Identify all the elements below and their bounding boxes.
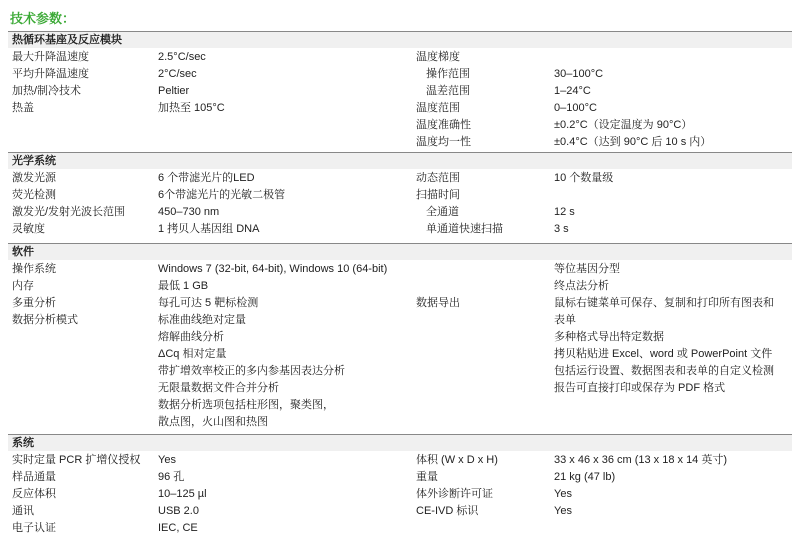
spec-value: 3 s	[554, 223, 569, 235]
spec-label: 多重分析	[12, 297, 56, 309]
spec-value: Yes	[554, 505, 572, 517]
spec-value: 2°C/sec	[158, 68, 197, 80]
spec-value: 30–100°C	[554, 68, 604, 80]
spec-label: 温度范围	[416, 102, 460, 114]
spec-value: Yes	[554, 488, 572, 500]
spec-value: 报告可直接打印或保存为 PDF 格式	[554, 382, 726, 394]
spec-label: 最大升降温速度	[12, 51, 89, 63]
spec-label: 体外诊断许可证	[416, 488, 493, 500]
spec-value: 12 s	[554, 206, 575, 218]
section-title: 软件	[8, 243, 792, 260]
spec-value: 21 kg (47 lb)	[554, 471, 616, 483]
spec-label: 电子认证	[12, 522, 56, 534]
spec-label: 全通道	[426, 206, 459, 218]
spec-label: 数据导出	[416, 297, 460, 309]
spec-label: 温度均一性	[416, 136, 471, 148]
spec-label: 扫描时间	[416, 189, 460, 201]
spec-value: 33 x 46 x 36 cm (13 x 18 x 14 英寸)	[554, 454, 728, 466]
section-title: 系统	[8, 434, 792, 451]
spec-value: 数据分析选项包括柱形图，聚类图，	[158, 399, 334, 411]
spec-value: 包括运行设置、数据图表和表单的自定义检测	[554, 365, 774, 377]
spec-label: 平均升降温速度	[12, 68, 89, 80]
section-thermal	[8, 31, 792, 148]
spec-label: 激发光/发射光波长范围	[12, 206, 126, 218]
spec-value: 6个带滤光片的光敏二极管	[158, 189, 286, 201]
spec-value: ±0.4°C（达到 90°C 后 10 s 内）	[554, 136, 712, 148]
spec-label: 热盖	[12, 102, 34, 114]
spec-value: 表单	[554, 314, 576, 326]
page-title: 技术参数：	[10, 11, 76, 26]
spec-value: 拷贝粘贴进 Excel、word 或 PowerPoint 文件	[554, 348, 773, 360]
spec-value: 熔解曲线分析	[158, 331, 224, 343]
spec-value: 标准曲线绝对定量	[158, 314, 246, 326]
spec-value: 10–125 µl	[158, 488, 207, 500]
spec-value: 最低 1 GB	[158, 280, 209, 292]
section-software	[8, 243, 792, 428]
spec-value: 鼠标右键菜单可保存、复制和打印所有图表和	[554, 297, 774, 309]
spec-label: 反应体积	[12, 488, 56, 500]
spec-label: 动态范围	[416, 172, 460, 184]
spec-label: 激发光源	[12, 172, 56, 184]
spec-label: 体积 (W x D x H)	[416, 454, 498, 466]
spec-value: ΔCq 相对定量	[158, 348, 227, 360]
spec-value: 多种格式导出特定数据	[554, 331, 664, 343]
spec-value: 1–24°C	[554, 85, 591, 97]
spec-label: 操作范围	[426, 68, 470, 80]
spec-label: 单通道快速扫描	[426, 223, 503, 235]
spec-label: 操作系统	[12, 263, 56, 275]
spec-label: 温度准确性	[416, 119, 471, 131]
spec-label: 数据分析模式	[12, 314, 78, 326]
spec-value: IEC, CE	[158, 522, 198, 534]
spec-value: Yes	[158, 454, 176, 466]
spec-value: 终点法分析	[554, 280, 609, 292]
spec-label: CE-IVD 标识	[416, 505, 479, 517]
spec-label: 通讯	[12, 505, 34, 517]
spec-value: 等位基因分型	[554, 263, 620, 275]
spec-value: USB 2.0	[158, 505, 199, 517]
spec-label: 荧光检测	[12, 189, 56, 201]
section-system	[8, 434, 792, 534]
spec-value: 散点图，火山图和热图	[158, 416, 268, 428]
spec-value: 加热至 105°C	[158, 102, 225, 114]
spec-label: 温差范围	[426, 85, 470, 97]
spec-value: 10 个数量级	[554, 172, 614, 184]
spec-value: Windows 7 (32-bit, 64-bit), Windows 10 (64-bit)	[158, 263, 388, 275]
spec-value: 带扩增效率校正的多内参基因表达分析	[158, 365, 345, 377]
section-title: 热循环基座及反应模块	[8, 31, 792, 48]
spec-value: ±0.2°C（设定温度为 90°C）	[554, 119, 693, 131]
spec-label: 加热/制冷技术	[12, 85, 82, 97]
spec-value: 6 个带滤光片的LED	[158, 172, 255, 184]
spec-value: 1 拷贝人基因组 DNA	[158, 223, 260, 235]
spec-value: 450–730 nm	[158, 206, 220, 218]
spec-label: 灵敏度	[12, 223, 45, 235]
spec-label: 样品通量	[12, 471, 56, 483]
spec-value: 无限量数据文件合并分析	[158, 382, 279, 394]
spec-value: 96 孔	[158, 471, 185, 483]
spec-value: Peltier	[158, 85, 190, 97]
spec-label: 实时定量 PCR 扩增仪授权	[12, 454, 141, 466]
spec-value: 2.5°C/sec	[158, 51, 206, 63]
section-optical	[8, 152, 792, 235]
spec-value: 每孔可达 5 靶标检测	[158, 297, 259, 309]
spec-label: 内存	[12, 280, 34, 292]
spec-value: 0–100°C	[554, 102, 597, 114]
spec-label: 重量	[416, 471, 438, 483]
section-title: 光学系统	[8, 152, 792, 169]
spec-label: 温度梯度	[416, 51, 460, 63]
